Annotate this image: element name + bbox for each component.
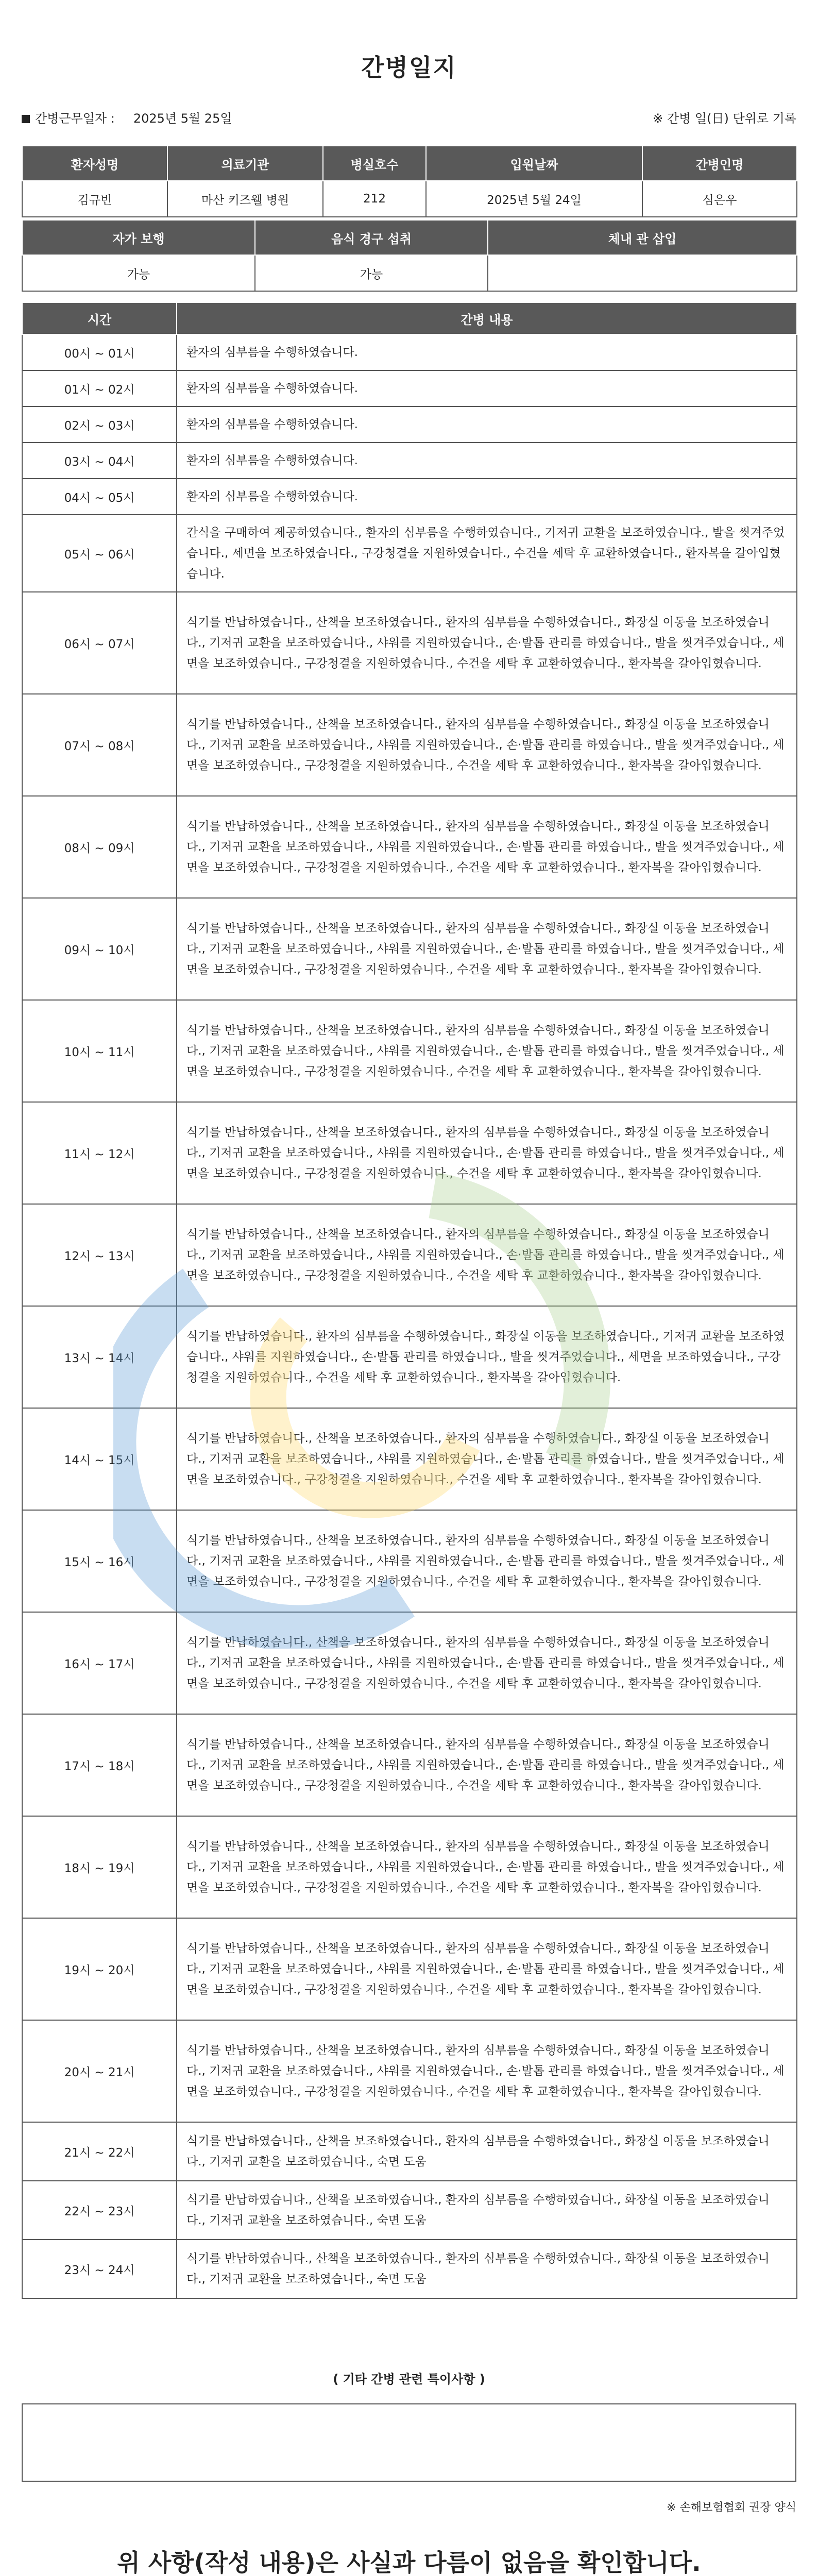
log-content: 환자의 심부름을 수행하였습니다. [177, 370, 797, 406]
log-time: 06시 ~ 07시 [22, 592, 177, 694]
patient-header-row [22, 146, 797, 181]
log-row [22, 2240, 797, 2298]
period-label: 간병근무일자 : [35, 111, 115, 126]
log-content: 식기를 반납하였습니다., 산책을 보조하였습니다., 환자의 심부름을 수행하였습니다., 화장실 이동을 보조하였습니다., 기저귀 교환을 보조하였습니다., 샤워를 지원하였습니다., 손·발톱 관리를 하였습니다., 발을 씻겨주었습니다., 세면을 보조하였습니다., 구강청결을 지원하였습니다., 수건을 세탁 후 교환하였습니다., 환자복을 갈아입혔습니다. [177, 1612, 797, 1714]
period [22, 108, 232, 126]
log-row [22, 2020, 797, 2122]
oral-intake-value: 가능 [255, 255, 488, 291]
confirmation-statement: 위 사항(작성 내용)은 사실과 다름이 없음을 확인합니다. [117, 2549, 701, 2576]
notes-box [22, 2403, 796, 2482]
log-content: 식기를 반납하였습니다., 산책을 보조하였습니다., 환자의 심부름을 수행하였습니다., 화장실 이동을 보조하였습니다., 기저귀 교환을 보조하였습니다., 샤워를 지원하였습니다., 손·발톱 관리를 하였습니다., 발을 씻겨주었습니다., 세면을 보조하였습니다., 구강청결을 지원하였습니다., 수건을 세탁 후 교환하였습니다., 환자복을 갈아입혔습니다. [177, 1918, 797, 2020]
form-source-note: ※ 손해보험협회 권장 양식 [667, 2501, 796, 2514]
tube-value [488, 255, 797, 291]
log-row [22, 370, 797, 406]
log-time: 11시 ~ 12시 [22, 1102, 177, 1204]
log-row [22, 1306, 797, 1408]
square-bullet-icon [22, 115, 30, 123]
patient-info-table [22, 145, 797, 217]
log-content: 환자의 심부름을 수행하였습니다. [177, 479, 797, 515]
log-content: 식기를 반납하였습니다., 산책을 보조하였습니다., 환자의 심부름을 수행하였습니다., 화장실 이동을 보조하였습니다., 기저귀 교환을 보조하였습니다., 샤워를 지원하였습니다., 손·발톱 관리를 하였습니다., 발을 씻겨주었습니다., 세면을 보조하였습니다., 구강청결을 지원하였습니다., 수건을 세탁 후 교환하였습니다., 환자복을 갈아입혔습니다. [177, 796, 797, 898]
log-time: 19시 ~ 20시 [22, 1918, 177, 2020]
log-content: 식기를 반납하였습니다., 산책을 보조하였습니다., 환자의 심부름을 수행하였습니다., 화장실 이동을 보조하였습니다., 기저귀 교환을 보조하였습니다., 샤워를 지원하였습니다., 손·발톱 관리를 하였습니다., 발을 씻겨주었습니다., 세면을 보조하였습니다., 구강청결을 지원하였습니다., 수건을 세탁 후 교환하였습니다., 환자복을 갈아입혔습니다. [177, 1000, 797, 1102]
log-time: 00시 ~ 01시 [22, 334, 177, 370]
log-row [22, 694, 797, 796]
log-body [22, 334, 797, 2298]
log-content: 식기를 반납하였습니다., 산책을 보조하였습니다., 환자의 심부름을 수행하였습니다., 화장실 이동을 보조하였습니다., 기저귀 교환을 보조하였습니다., 샤워를 지원하였습니다., 손·발톱 관리를 하였습니다., 발을 씻겨주었습니다., 세면을 보조하였습니다., 구강청결을 지원하였습니다., 수건을 세탁 후 교환하였습니다., 환자복을 갈아입혔습니다. [177, 898, 797, 1000]
log-row [22, 1714, 797, 1816]
log-time: 02시 ~ 03시 [22, 406, 177, 443]
room-number: 212 [323, 181, 426, 217]
log-time: 13시 ~ 14시 [22, 1306, 177, 1408]
log-row [22, 592, 797, 694]
log-content: 환자의 심부름을 수행하였습니다. [177, 443, 797, 479]
log-time: 16시 ~ 17시 [22, 1612, 177, 1714]
header-patient-name: 환자성명 [22, 146, 167, 181]
log-time: 15시 ~ 16시 [22, 1510, 177, 1612]
log-content: 식기를 반납하였습니다., 환자의 심부름을 수행하였습니다., 화장실 이동을 보조하였습니다., 기저귀 교환을 보조하였습니다., 샤워를 지원하였습니다., 손·발톱 관리를 하였습니다., 발을 씻겨주었습니다., 세면을 보조하였습니다., 구강청결을 지원하였습니다., 수건을 세탁 후 교환하였습니다., 환자복을 갈아입혔습니다. [177, 1306, 797, 1408]
log-row [22, 2181, 797, 2240]
log-time: 23시 ~ 24시 [22, 2240, 177, 2298]
header-hospital: 의료기관 [167, 146, 323, 181]
log-row [22, 796, 797, 898]
log-row [22, 1612, 797, 1714]
log-row [22, 2122, 797, 2181]
header-walking: 자가 보행 [22, 220, 255, 255]
log-time: 03시 ~ 04시 [22, 443, 177, 479]
ability-value-row [22, 255, 797, 291]
ability-table [22, 219, 797, 292]
log-content: 간식을 구매하여 제공하였습니다., 환자의 심부름을 수행하였습니다., 기저귀 교환을 보조하였습니다., 발을 씻겨주었습니다., 세면을 보조하였습니다., 구강청결을 지원하였습니다., 수건을 세탁 후 교환하였습니다., 환자복을 갈아입혔습니다. [177, 515, 797, 592]
log-content: 식기를 반납하였습니다., 산책을 보조하였습니다., 환자의 심부름을 수행하였습니다., 화장실 이동을 보조하였습니다., 기저귀 교환을 보조하였습니다., 숙면 도움 [177, 2181, 797, 2240]
care-log-table [22, 302, 797, 2299]
log-content: 식기를 반납하였습니다., 산책을 보조하였습니다., 환자의 심부름을 수행하였습니다., 화장실 이동을 보조하였습니다., 기저귀 교환을 보조하였습니다., 숙면 도움 [177, 2122, 797, 2181]
log-time: 18시 ~ 19시 [22, 1816, 177, 1918]
log-row [22, 406, 797, 443]
patient-value-row [22, 181, 797, 217]
caregiver-name: 심은우 [642, 181, 797, 217]
log-time: 22시 ~ 23시 [22, 2181, 177, 2240]
log-time: 12시 ~ 13시 [22, 1204, 177, 1306]
log-content: 식기를 반납하였습니다., 산책을 보조하였습니다., 환자의 심부름을 수행하였습니다., 화장실 이동을 보조하였습니다., 기저귀 교환을 보조하였습니다., 샤워를 지원하였습니다., 손·발톱 관리를 하였습니다., 발을 씻겨주었습니다., 세면을 보조하였습니다., 구강청결을 지원하였습니다., 수건을 세탁 후 교환하였습니다., 환자복을 갈아입혔습니다. [177, 2020, 797, 2122]
log-row [22, 1000, 797, 1102]
header-admit-date: 입원날짜 [426, 146, 642, 181]
log-content: 식기를 반납하였습니다., 산책을 보조하였습니다., 환자의 심부름을 수행하였습니다., 화장실 이동을 보조하였습니다., 기저귀 교환을 보조하였습니다., 샤워를 지원하였습니다., 손·발톱 관리를 하였습니다., 발을 씻겨주었습니다., 세면을 보조하였습니다., 구강청결을 지원하였습니다., 수건을 세탁 후 교환하였습니다., 환자복을 갈아입혔습니다. [177, 1102, 797, 1204]
log-row [22, 1102, 797, 1204]
header-care-content: 간병 내용 [177, 302, 797, 334]
log-content: 식기를 반납하였습니다., 산책을 보조하였습니다., 환자의 심부름을 수행하였습니다., 화장실 이동을 보조하였습니다., 기저귀 교환을 보조하였습니다., 샤워를 지원하였습니다., 손·발톱 관리를 하였습니다., 발을 씻겨주었습니다., 세면을 보조하였습니다., 구강청결을 지원하였습니다., 수건을 세탁 후 교환하였습니다., 환자복을 갈아입혔습니다. [177, 592, 797, 694]
header-room: 병실호수 [323, 146, 426, 181]
log-time: 14시 ~ 15시 [22, 1408, 177, 1510]
log-time: 10시 ~ 11시 [22, 1000, 177, 1102]
unit-note: ※ 간병 일(日) 단위로 기록 [653, 111, 796, 126]
notes-title: ( 기타 간병 관련 특이사항 ) [333, 2372, 485, 2386]
log-row [22, 1918, 797, 2020]
log-row [22, 443, 797, 479]
log-row [22, 1204, 797, 1306]
header-caregiver: 간병인명 [642, 146, 797, 181]
patient-name: 김규빈 [22, 181, 167, 217]
log-header-row [22, 302, 797, 334]
log-content: 식기를 반납하였습니다., 산책을 보조하였습니다., 환자의 심부름을 수행하였습니다., 화장실 이동을 보조하였습니다., 기저귀 교환을 보조하였습니다., 샤워를 지원하였습니다., 손·발톱 관리를 하였습니다., 발을 씻겨주었습니다., 세면을 보조하였습니다., 구강청결을 지원하였습니다., 수건을 세탁 후 교환하였습니다., 환자복을 갈아입혔습니다. [177, 1204, 797, 1306]
log-time: 05시 ~ 06시 [22, 515, 177, 592]
log-time: 08시 ~ 09시 [22, 796, 177, 898]
header-tube: 체내 관 삽입 [488, 220, 797, 255]
log-row [22, 1510, 797, 1612]
document-title: 간병일지 [361, 54, 457, 81]
log-content: 식기를 반납하였습니다., 산책을 보조하였습니다., 환자의 심부름을 수행하였습니다., 화장실 이동을 보조하였습니다., 기저귀 교환을 보조하였습니다., 샤워를 지원하였습니다., 손·발톱 관리를 하였습니다., 발을 씻겨주었습니다., 세면을 보조하였습니다., 구강청결을 지원하였습니다., 수건을 세탁 후 교환하였습니다., 환자복을 갈아입혔습니다. [177, 1714, 797, 1816]
hospital-name: 마산 키즈웰 병원 [167, 181, 323, 217]
log-content: 환자의 심부름을 수행하였습니다. [177, 406, 797, 443]
log-time: 21시 ~ 22시 [22, 2122, 177, 2181]
log-time: 04시 ~ 05시 [22, 479, 177, 515]
log-content: 식기를 반납하였습니다., 산책을 보조하였습니다., 환자의 심부름을 수행하였습니다., 화장실 이동을 보조하였습니다., 기저귀 교환을 보조하였습니다., 샤워를 지원하였습니다., 손·발톱 관리를 하였습니다., 발을 씻겨주었습니다., 세면을 보조하였습니다., 구강청결을 지원하였습니다., 수건을 세탁 후 교환하였습니다., 환자복을 갈아입혔습니다. [177, 694, 797, 796]
log-content: 식기를 반납하였습니다., 산책을 보조하였습니다., 환자의 심부름을 수행하였습니다., 화장실 이동을 보조하였습니다., 기저귀 교환을 보조하였습니다., 숙면 도움 [177, 2240, 797, 2298]
walking-value: 가능 [22, 255, 255, 291]
log-row [22, 1408, 797, 1510]
meta-row [22, 108, 796, 129]
admit-date: 2025년 5월 24일 [426, 181, 642, 217]
log-row [22, 515, 797, 592]
log-time: 07시 ~ 08시 [22, 694, 177, 796]
ability-header-row [22, 220, 797, 255]
log-time: 01시 ~ 02시 [22, 370, 177, 406]
header-time: 시간 [22, 302, 177, 334]
log-content: 식기를 반납하였습니다., 산책을 보조하였습니다., 환자의 심부름을 수행하였습니다., 화장실 이동을 보조하였습니다., 기저귀 교환을 보조하였습니다., 샤워를 지원하였습니다., 손·발톱 관리를 하였습니다., 발을 씻겨주었습니다., 세면을 보조하였습니다., 구강청결을 지원하였습니다., 수건을 세탁 후 교환하였습니다., 환자복을 갈아입혔습니다. [177, 1816, 797, 1918]
log-time: 20시 ~ 21시 [22, 2020, 177, 2122]
log-row [22, 898, 797, 1000]
log-content: 식기를 반납하였습니다., 산책을 보조하였습니다., 환자의 심부름을 수행하였습니다., 화장실 이동을 보조하였습니다., 기저귀 교환을 보조하였습니다., 샤워를 지원하였습니다., 손·발톱 관리를 하였습니다., 발을 씻겨주었습니다., 세면을 보조하였습니다., 구강청결을 지원하였습니다., 수건을 세탁 후 교환하였습니다., 환자복을 갈아입혔습니다. [177, 1510, 797, 1612]
log-row [22, 334, 797, 370]
period-date: 2025년 5월 25일 [133, 111, 232, 126]
log-time: 17시 ~ 18시 [22, 1714, 177, 1816]
log-content: 환자의 심부름을 수행하였습니다. [177, 334, 797, 370]
log-time: 09시 ~ 10시 [22, 898, 177, 1000]
log-content: 식기를 반납하였습니다., 산책을 보조하였습니다., 환자의 심부름을 수행하였습니다., 화장실 이동을 보조하였습니다., 기저귀 교환을 보조하였습니다., 샤워를 지원하였습니다., 손·발톱 관리를 하였습니다., 발을 씻겨주었습니다., 세면을 보조하였습니다., 구강청결을 지원하였습니다., 수건을 세탁 후 교환하였습니다., 환자복을 갈아입혔습니다. [177, 1408, 797, 1510]
log-row [22, 479, 797, 515]
log-row [22, 1816, 797, 1918]
header-oral-intake: 음식 경구 섭취 [255, 220, 488, 255]
